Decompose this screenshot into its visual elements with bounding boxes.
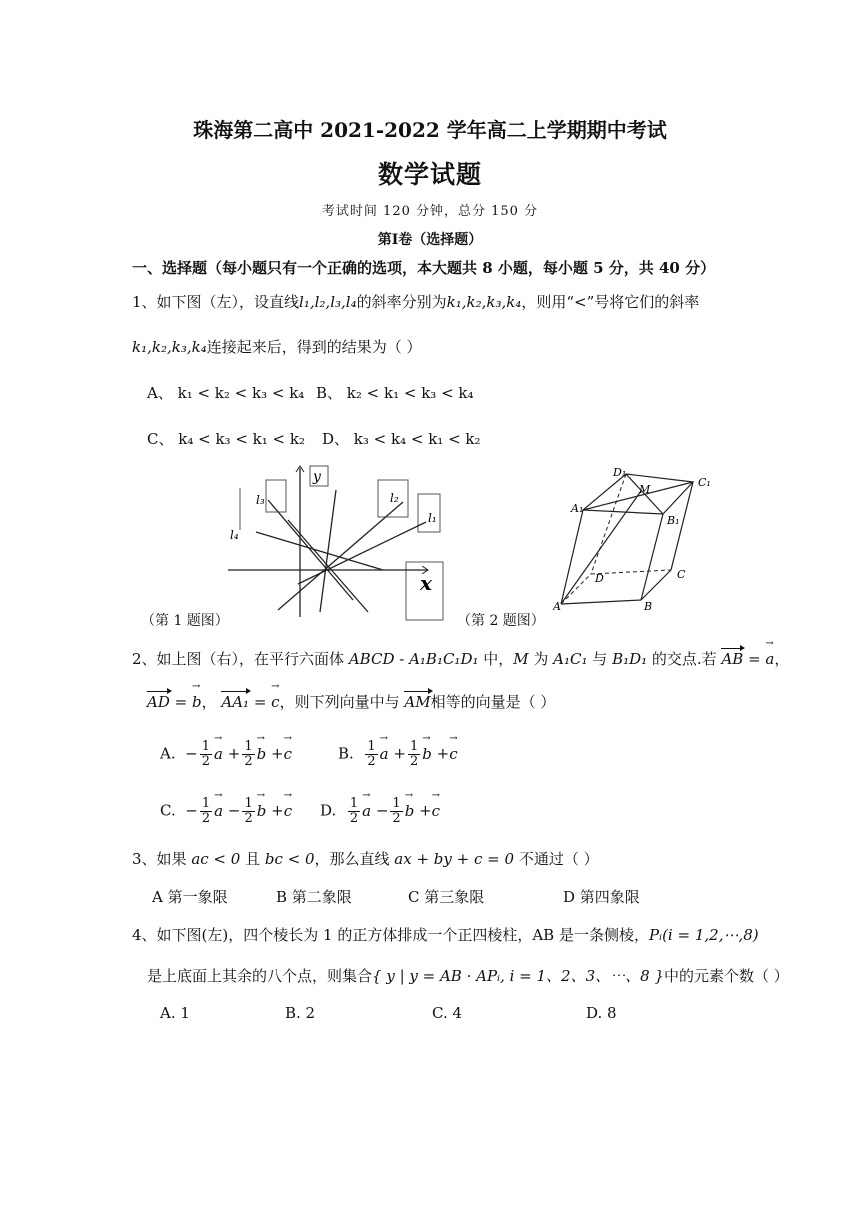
vertex-D1: D₁	[613, 466, 627, 479]
y-axis-label: y	[313, 469, 321, 485]
exam-subtitle: 数学试题	[377, 160, 482, 189]
q3-option-d: D 第四象限	[563, 888, 640, 906]
l2-label: l₂	[390, 491, 399, 505]
line-l2	[278, 502, 403, 610]
q4-option-b: B. 2	[285, 1004, 316, 1022]
figure2-parallelepiped-diagram	[553, 466, 733, 616]
l1-label: l₁	[428, 511, 437, 525]
q4-option-d: D. 8	[586, 1004, 617, 1022]
q4-option-c: C. 4	[432, 1004, 463, 1022]
vertex-M: M	[639, 483, 651, 496]
top-face	[583, 474, 693, 514]
section-heading: 一、选择题（每小题只有一个正确的选项，本大题共 8 小题，每小题 5 分，共 40 分）	[132, 259, 716, 277]
q2-option-b: B. $\frac{1}{2}$ → a + $\frac{1}{2}$ → b +→ c	[338, 740, 458, 769]
q2-line2: AD = → b， AA₁ = → c，则下列向量中与 AM相等的向量是（ ）	[147, 691, 555, 712]
line-l3	[268, 500, 353, 600]
q3-option-a: A 第一象限	[152, 888, 228, 906]
l3-label-box	[266, 480, 286, 512]
x-axis-label: x	[420, 571, 432, 595]
line-l4	[256, 532, 383, 570]
exam-title: 珠海第二高中 2021-2022 学年高二上学期期中考试	[193, 118, 667, 142]
figure2-caption: （第 2 题图）	[457, 613, 545, 629]
q1-line1: 1、如下图（左），设直线l₁,l₂,l₃,l₄的斜率分别为k₁,k₂,k₃,k₄，则用“<”号将它们的斜率	[132, 293, 700, 311]
q2-option-c: C. − $\frac{1}{2}$ → a − $\frac{1}{2}$ → b +→ c	[160, 797, 292, 826]
l3-label: l₃	[256, 493, 265, 507]
q1-option-a: A、 k₁ < k₂ < k₃ < k₄	[147, 384, 305, 402]
vertex-A1: A₁	[571, 502, 584, 515]
q1-option-c: C、 k₄ < k₃ < k₁ < k₂	[147, 430, 305, 448]
vertex-B1: B₁	[667, 514, 680, 527]
q4-line1: 4、如下图(左)，四个棱长为 1 的正方体排成一个正四棱柱，AB 是一条侧棱，Pᵢ(i = 1,2,⋯,8)	[132, 926, 759, 944]
q1-option-d: D、 k₃ < k₄ < k₁ < k₂	[322, 430, 481, 448]
vertex-C1: C₁	[698, 476, 711, 489]
q3-option-b: B 第二象限	[276, 888, 352, 906]
l4-label: l₄	[230, 528, 239, 542]
q3-option-c: C 第三象限	[408, 888, 485, 906]
volume-heading: 第Ⅰ卷（选择题）	[377, 232, 483, 248]
q2-line1: 2、如上图（右），在平行六面体 ABCD - A₁B₁C₁D₁ 中，M 为 A₁C₁ 与 B₁D₁ 的交点.若 AB = → a，	[132, 648, 789, 669]
line-steep	[320, 490, 336, 612]
q2-option-d: D. $\frac{1}{2}$ → a − $\frac{1}{2}$ → b +→ c	[320, 797, 440, 826]
vertex-D: D	[595, 572, 604, 585]
q4-line2: 是上底面上其余的八个点，则集合{ y | y = AB · APᵢ, i = 1、2、3、⋯、8 }中的元素个数（ ）	[147, 967, 789, 985]
vertex-A: A	[553, 600, 561, 613]
figure1-caption: （第 1 题图）	[141, 613, 229, 629]
figure1-lines-diagram	[228, 462, 448, 622]
q3-stem: 3、如果 ac < 0 且 bc < 0，那么直线 ax + by + c = 0 不通过（ ）	[132, 850, 599, 868]
q1-option-b: B、 k₂ < k₁ < k₃ < k₄	[316, 384, 474, 402]
q2-option-a: A. − $\frac{1}{2}$ → a + $\frac{1}{2}$ → b +→ c	[160, 740, 292, 769]
exam-meta: 考试时间 120 分钟，总分 150 分	[321, 204, 539, 219]
vertex-B: B	[644, 600, 653, 613]
q4-option-a: A. 1	[160, 1004, 190, 1022]
vertex-C: C	[677, 568, 686, 581]
q1-line2: k₁,k₂,k₃,k₄连接起来后，得到的结果为（ ）	[132, 338, 422, 356]
